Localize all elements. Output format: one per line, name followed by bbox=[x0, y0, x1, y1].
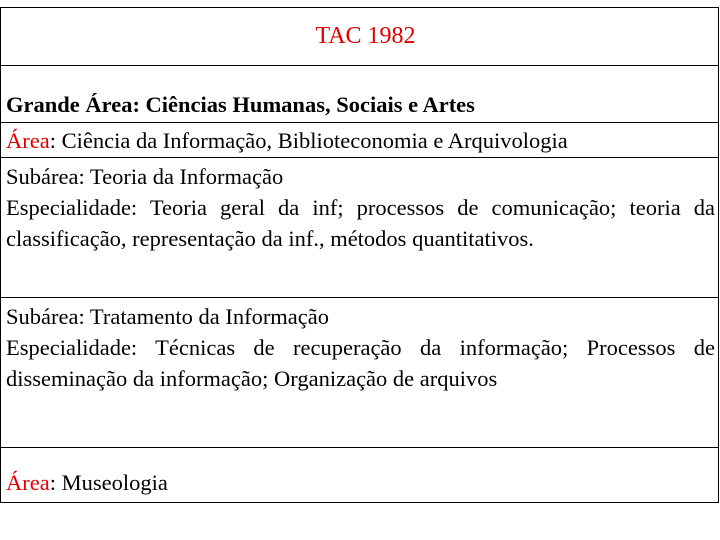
area-label: Área bbox=[6, 127, 50, 153]
especialidade-text: Especialidade: Teoria geral da inf; processos de comunicação; teoria da classificação, representação da inf., métodos quantitativos. bbox=[6, 195, 715, 251]
especialidade-text: Especialidade: Técnicas de recuperação da informação; Processos de disseminação da informação; Organização de arquivos bbox=[6, 335, 715, 391]
table-title: TAC 1982 bbox=[315, 23, 416, 49]
subarea-title: Subárea: Tratamento da Informação bbox=[6, 304, 330, 329]
subarea-row-tratamento bbox=[1, 297, 718, 447]
area-value: : Ciência da Informação, Biblioteconomia e Arquivologia bbox=[49, 127, 568, 153]
area-row-museologia bbox=[1, 447, 718, 502]
subarea-title: Subárea: Teoria da Informação bbox=[6, 164, 284, 189]
area-label: Área bbox=[6, 470, 50, 495]
grande-area-row bbox=[1, 65, 718, 122]
classification-table bbox=[0, 7, 719, 503]
grande-area-text: Grande Área: Ciências Humanas, Sociais e Artes bbox=[6, 91, 475, 117]
area-value: : Museologia bbox=[49, 470, 168, 495]
title-row bbox=[1, 8, 718, 65]
area-row-ciencia-informacao bbox=[1, 122, 718, 157]
area-cell bbox=[1, 467, 171, 502]
subarea-row-teoria bbox=[1, 157, 718, 297]
area-cell bbox=[1, 125, 571, 156]
